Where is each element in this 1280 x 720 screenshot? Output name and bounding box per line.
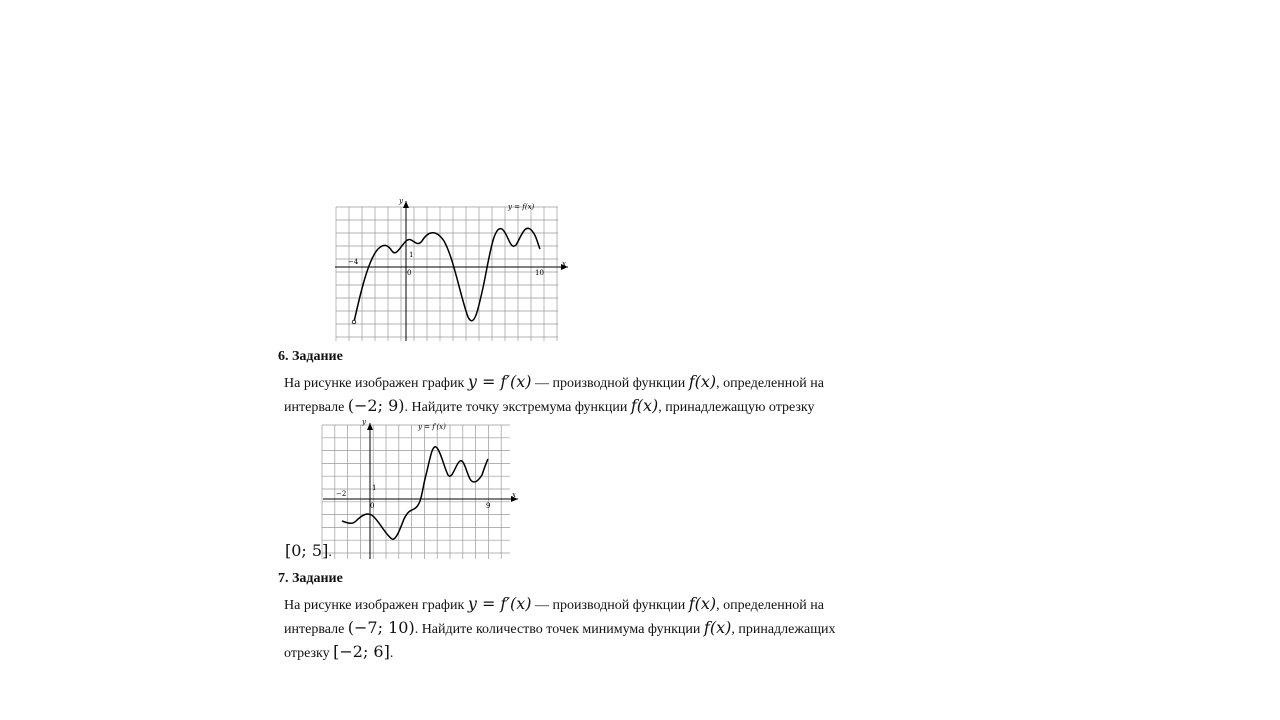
task6-formula-interval: (−2; 9) [347, 396, 405, 415]
task7-formula-interval: (−7; 10) [347, 618, 415, 637]
task7-line2 [284, 617, 884, 641]
task7-text-part: . [389, 646, 394, 661]
y-axis-label: y [362, 419, 366, 426]
task6-line1 [284, 371, 884, 395]
task6-line2 [284, 395, 884, 419]
task7-formula-derivative: y = f′(x) [467, 594, 532, 613]
task6-text-part: , определенной на [716, 376, 824, 391]
task6-interval: [0; 5] [285, 541, 329, 560]
x-axis-label: x [562, 260, 566, 268]
task7-text-part: отрезку [284, 646, 334, 661]
tick-label-one: 1 [409, 251, 414, 259]
task7-line1 [284, 593, 884, 617]
tick-label-neg: −2 [336, 490, 347, 498]
graph-svg-mid [318, 419, 523, 561]
curve-label: y = f′(x) [418, 423, 446, 431]
curve-label: y = f(x) [508, 203, 535, 211]
task7-line3 [284, 641, 884, 665]
graph-svg-top [330, 195, 575, 345]
x-axis-label: x [512, 491, 516, 499]
function-graph-top [330, 195, 575, 345]
tick-label-zero: 0 [370, 502, 375, 510]
task7-formula-function: f(x) [688, 594, 717, 613]
task6-text-part: — производной функции [531, 376, 689, 391]
task6-text-part: интервале [284, 400, 348, 415]
task6-text [284, 371, 884, 419]
task7-formula-function: f(x) [703, 618, 732, 637]
task7-text-part: интервале [284, 622, 348, 637]
task7-formula-segment: [−2; 6] [333, 642, 390, 661]
task6-text-part: . Найдите точку экстремума функции [404, 400, 631, 415]
tick-label-zero: 0 [407, 269, 412, 277]
task6-formula-function: f(x) [688, 372, 717, 391]
task7-text-part: — производной функции [531, 598, 689, 613]
task7-text [284, 593, 884, 665]
task7-text-part: . Найдите количество точек минимума функции [414, 622, 704, 637]
task6-interval-period: . [328, 545, 332, 560]
tick-label-neg: −4 [348, 258, 359, 266]
curve-f [354, 228, 540, 322]
y-axis-label: y [399, 197, 403, 205]
derivative-graph-task6 [318, 419, 523, 561]
task6-interval-line [285, 541, 332, 561]
curve-f-prime [342, 447, 491, 539]
tick-label-pos: 10 [535, 269, 544, 277]
task6-text-part: На рисунке изображен график [284, 376, 468, 391]
task7-title: 7. Задание [278, 571, 343, 586]
tick-label-pos: 9 [486, 502, 491, 510]
task6-title: 6. Задание [278, 349, 343, 364]
task7-text-part: , определенной на [716, 598, 824, 613]
task7-text-part: , принадлежащих [731, 622, 836, 637]
tick-label-one: 1 [372, 484, 377, 492]
task6-text-part: , принадлежащую отрезку [658, 400, 815, 415]
task6-formula-function: f(x) [630, 396, 659, 415]
task6-formula-derivative: y = f′(x) [467, 372, 532, 391]
task7-text-part: На рисунке изображен график [284, 598, 468, 613]
